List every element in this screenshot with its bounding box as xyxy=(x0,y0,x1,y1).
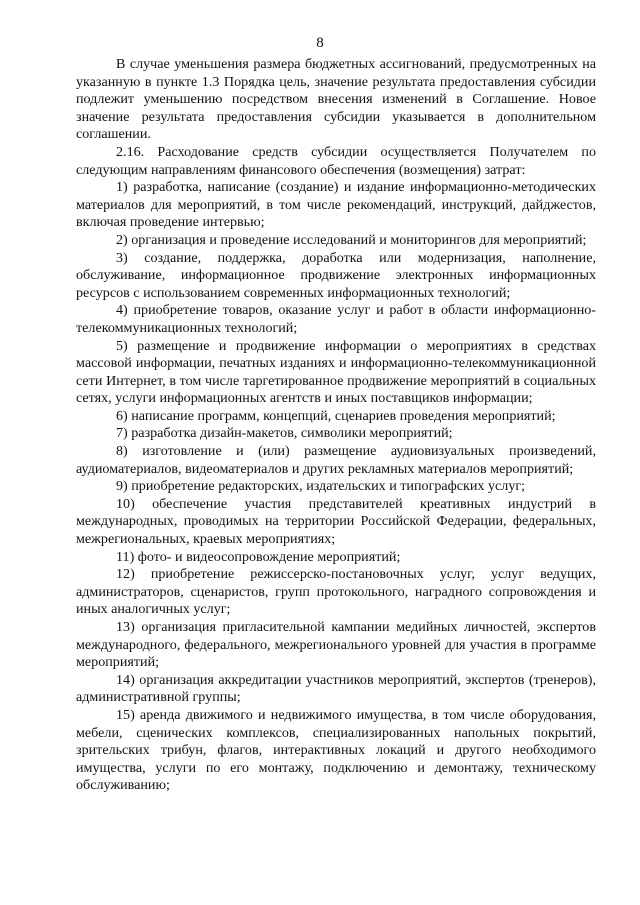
list-item-10: 10) обеспечение участия представителей креативных индустрий в международных, проводимых на территории Российской Федерации, федеральных, межрегиональных, краевых мероприятиях; xyxy=(76,495,596,548)
page-number: 8 xyxy=(316,35,324,51)
list-item-3: 3) создание, поддержка, доработка или модернизация, наполнение, обслуживание, информационное продвижение электронных информационных ресурсов с использованием современных информационных технологий; xyxy=(76,249,596,301)
list-item-4: 4) приобретение товаров, оказание услуг и работ в области информационно-телекоммуникационных технологий; xyxy=(76,302,596,336)
list-item-5: 5) размещение и продвижение информации о мероприятиях в средствах массовой информации, печатных изданиях и информационно-телекоммуникационной сети Интернет, в том числе таргетированное продвижение мероприятий в социальных сетях, услуги информационных агентств и иных поставщиков информации; xyxy=(76,337,596,407)
list-item-11: 11) фото- и видеосопровождение мероприятий; xyxy=(116,548,401,565)
paragraph-2-16: 2.16. Расходование средств субсидии осуществляется Получателем по следующим направлениям финансового обеспечения (возмещения) затрат: xyxy=(76,143,596,178)
list-item-15: 15) аренда движимого и недвижимого имущества, в том числе оборудования, мебели, сценических комплексов, специализированных напольных покрытий, зрительских трибун, флагов, интерактивных локаций и другого необходимого имущества, услуги по его монтажу, подключению и демонтажу, техническому обслуживанию; xyxy=(76,706,596,794)
document-body xyxy=(76,56,596,795)
list-item-8: 8) изготовление и (или) размещение аудиовизуальных произведений, аудиоматериалов, видеоматериалов и других рекламных материалов мероприятий; xyxy=(76,443,596,477)
list-item-9: 9) приобретение редакторских, издательских и типографских услуг; xyxy=(116,478,526,495)
list-item-12: 12) приобретение режиссерско-постановочных услуг, услуг ведущих, администраторов, сценаристов, групп протокольного, наградного сопровождения и иных аналогичных услуг; xyxy=(76,566,596,618)
paragraph-budget-reduction: В случае уменьшения размера бюджетных ассигнований, предусмотренных на указанную в пункте 1.3 Порядка цель, значение результата предоставления субсидии подлежит уменьшению посредством внесения изменений в Соглашение. Новое значение результата предоставления субсидии указывается в дополнительном соглашении. xyxy=(76,56,596,143)
list-item-6: 6) написание программ, концепций, сценариев проведения мероприятий; xyxy=(116,407,556,424)
list-item-14: 14) организация аккредитации участников мероприятий, экспертов (тренеров), административной группы; xyxy=(76,671,596,706)
list-item-2: 2) организация и проведение исследований и мониторингов для мероприятий; xyxy=(116,231,587,248)
list-item-7: 7) разработка дизайн-макетов, символики мероприятий; xyxy=(116,425,453,442)
list-item-1: 1) разработка, написание (создание) и издание информационно-методических материалов для мероприятий, в том числе рекомендаций, инструкций, дайджестов, включая проведение интервью; xyxy=(76,179,596,231)
list-item-13: 13) организация пригласительной кампании медийных личностей, экспертов международного, федерального, межрегионального уровней для участия в программе мероприятий; xyxy=(76,619,596,671)
